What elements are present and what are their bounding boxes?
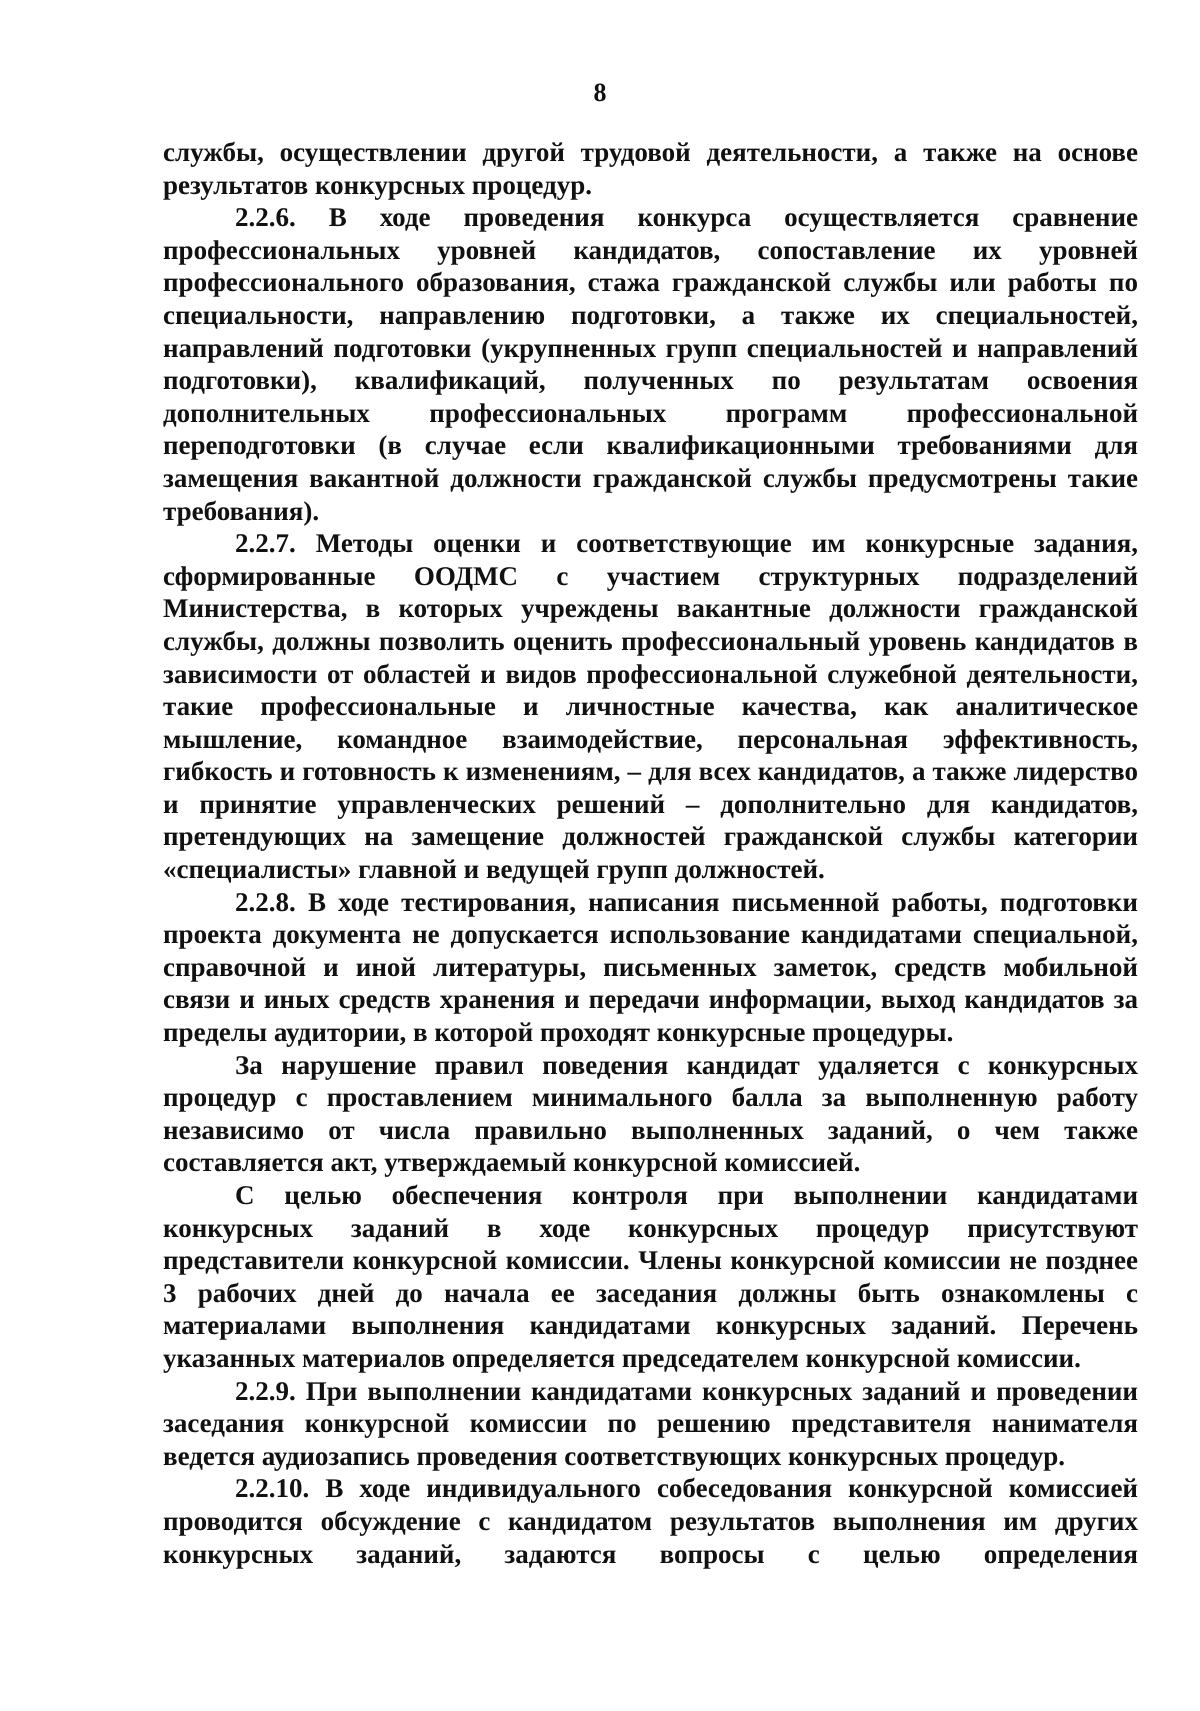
- paragraph-2-2-9: 2.2.9. При выполнении кандидатами конкурсных заданий и проведении заседания конкурсной комиссии по решению представителя нанимателя ведется аудиозапись проведения соответствующих конкурсных процедур.: [163, 1375, 1138, 1471]
- paragraph-violation-rules: За нарушение правил поведения кандидат удаляется с конкурсных процедур с проставлением минимального балла за выполненную работу независимо от числа правильно выполненных заданий, о чем также составляется акт, утверждаемый конкурсной комиссией.: [163, 1049, 1138, 1178]
- paragraph-continuation: службы, осуществлении другой трудовой деятельности, а также на основе результатов конкурсных процедур.: [163, 137, 1138, 200]
- page-number: 8: [593, 78, 607, 107]
- paragraph-2-2-7: 2.2.7. Методы оценки и соответствующие им конкурсные задания, сформированные ООДМС с участием структурных подразделений Министерства, в которых учреждены вакантные должности гражданской службы, должны позволить оценить профессиональный уровень кандидатов в зависимости от областей и видов профессиональной служебной деятельности, такие профессиональные и личностные качества, как аналитическое мышление, командное взаимодействие, персональная эффективность, гибкость и готовность к изменениям, – для всех кандидатов, а также лидерство и принятие управленческих решений – дополнительно для кандидатов, претендующих на замещение должностей гражданской службы категории «специалисты» главной и ведущей групп должностей.: [163, 528, 1138, 885]
- paragraph-2-2-10: 2.2.10. В ходе индивидуального собеседования конкурсной комиссией проводится обсуждение с кандидатом результатов выполнения им других конкурсных заданий, задаются вопросы с целью определения: [163, 1473, 1138, 1569]
- document-body: [163, 136, 1138, 1570]
- paragraph-2-2-6: 2.2.6. В ходе проведения конкурса осуществляется сравнение профессиональных уровней кандидатов, сопоставление их уровней профессионального образования, стажа гражданской службы или работы по специальности, направлению подготовки, а также их специальностей, направлений подготовки (укрупненных групп специальностей и направлений подготовки), квалификаций, полученных по результатам освоения дополнительных профессиональных программ профессиональной переподготовки (в случае если квалификационными требованиями для замещения вакантной должности гражданской службы предусмотрены такие требования).: [163, 202, 1138, 526]
- paragraph-control: С целью обеспечения контроля при выполнении кандидатами конкурсных заданий в ходе конкурсных процедур присутствуют представители конкурсной комиссии. Члены конкурсной комиссии не позднее 3 рабочих дней до начала ее заседания должны быть ознакомлены с материалами выполнения кандидатами конкурсных заданий. Перечень указанных материалов определяется председателем конкурсной комиссии.: [163, 1180, 1138, 1373]
- paragraph-2-2-8: 2.2.8. В ходе тестирования, написания письменной работы, подготовки проекта документа не допускается использование кандидатами специальной, справочной и иной литературы, письменных заметок, средств мобильной связи и иных средств хранения и передачи информации, выход кандидатов за пределы аудитории, в которой проходят конкурсные процедуры.: [163, 886, 1138, 1048]
